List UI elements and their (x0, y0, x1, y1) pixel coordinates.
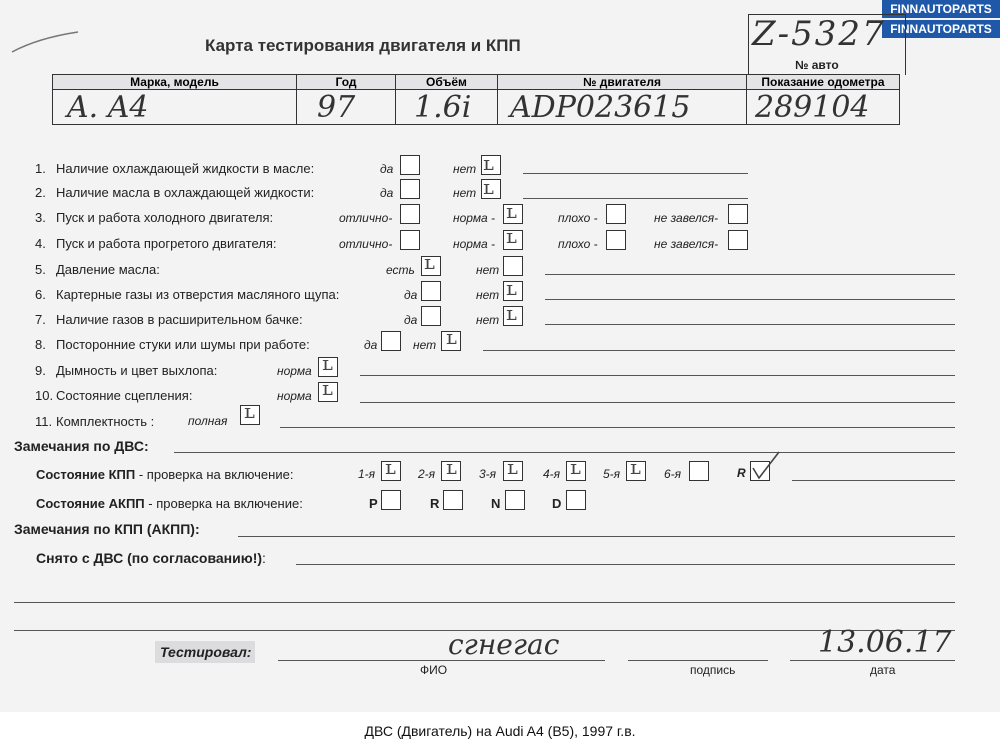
checkbox-item4-bad[interactable] (606, 230, 626, 250)
akpp-label (36, 496, 303, 511)
handwritten-check-icon: ʟ (322, 376, 333, 400)
auto-number-handwritten: Z-5327 (752, 14, 886, 54)
handwritten-check-icon: ʟ (483, 175, 494, 199)
akpp-mode-label: R (430, 496, 440, 511)
image-caption: ДВС (Двигатель) на Audi A4 (B5), 1997 г.в. (0, 712, 1000, 750)
extra-notes-line-1 (14, 602, 955, 603)
gear-label: 4-я (543, 467, 561, 481)
kpp-label-bold: Состояние КПП (36, 467, 136, 482)
fio-handwritten: сгнегас (448, 628, 560, 661)
item-number: 3. (35, 210, 46, 225)
item-number: 5. (35, 262, 46, 277)
option-label: плохо - (558, 237, 598, 251)
item-number: 10. (35, 388, 54, 403)
remarks-gearbox-heading: Замечания по КПП (АКПП): (14, 521, 200, 537)
fio-line (278, 660, 605, 661)
removed-label-rest: : (262, 550, 266, 566)
removed-label (36, 550, 266, 566)
handwritten-check-icon: ʟ (424, 250, 435, 274)
item-label: Давление масла: (56, 262, 160, 277)
engine-number-handwritten: ADP023615 (510, 90, 691, 125)
option-label: да (364, 338, 378, 352)
option-label: отлично- (339, 211, 393, 225)
notes-line (280, 427, 955, 428)
handwritten-check-icon: ʟ (446, 455, 457, 479)
option-label: да (404, 288, 418, 302)
notes-line (545, 299, 955, 300)
gear-label: 5-я (603, 467, 621, 481)
cell-engine-number (498, 90, 747, 125)
checkbox-item4-excellent[interactable] (400, 230, 420, 250)
checkbox-akpp-d[interactable] (566, 490, 586, 510)
option-label: да (404, 313, 418, 327)
handwritten-check-icon: ʟ (507, 455, 518, 479)
option-label: нет (453, 186, 477, 200)
item-label: Пуск и работа холодного двигателя: (56, 210, 274, 225)
option-label: отлично- (339, 237, 393, 251)
option-label: норма - (453, 237, 496, 251)
notes-line (483, 350, 955, 351)
item-label: Наличие охлаждающей жидкости в масле: (56, 161, 315, 176)
item-label: Наличие газов в расширительном бачке: (56, 312, 303, 327)
option-label: нет (413, 338, 437, 352)
gear-label: 6-я (664, 467, 682, 481)
item-label: Пуск и работа прогретого двигателя: (56, 236, 277, 251)
notes-line (523, 173, 748, 174)
item-number: 6. (35, 287, 46, 302)
option-label: не завелся- (654, 211, 719, 225)
item-number: 9. (35, 363, 46, 378)
option-label: нет (453, 162, 477, 176)
handwritten-check-icon: ʟ (385, 455, 396, 479)
removed-label-bold: Снято с ДВС (по согласованию!) (36, 550, 263, 566)
option-label: норма - (453, 211, 496, 225)
notes-line (545, 274, 955, 275)
akpp-mode-label: N (491, 496, 501, 511)
akpp-mode-label: D (552, 496, 562, 511)
checkbox-akpp-p[interactable] (381, 490, 401, 510)
brand-badge-bottom[interactable]: FINNAUTOPARTS (882, 20, 1000, 38)
notes-line (523, 198, 748, 199)
handwritten-check-icon: ʟ (570, 455, 581, 479)
checkbox-item3-bad[interactable] (606, 204, 626, 224)
cell-volume (396, 90, 498, 125)
akpp-mode-label: P (369, 496, 378, 511)
remarks-gearbox-line (238, 536, 955, 537)
checkbox-gear-6[interactable] (689, 461, 709, 481)
checkbox-akpp-n[interactable] (505, 490, 525, 510)
cell-odometer (747, 90, 900, 125)
handwritten-check-icon: ʟ (446, 325, 457, 349)
item-number: 8. (35, 337, 46, 352)
akpp-label-bold: Состояние АКПП (36, 496, 145, 511)
option-label: да (380, 186, 394, 200)
removed-line (296, 564, 955, 565)
odometer-handwritten: 289104 (755, 90, 870, 125)
cell-make (53, 90, 297, 125)
item-label: Картерные газы из отверстия масляного щупа: (56, 287, 340, 302)
item-number: 11. (35, 414, 53, 429)
option-label: норма (277, 364, 312, 378)
handwritten-check-icon: ʟ (244, 399, 255, 423)
handwritten-check-icon (745, 448, 785, 488)
tested-by-label: Тестировал: (160, 644, 252, 660)
option-label: есть (386, 263, 415, 277)
signature-line (628, 660, 768, 661)
item-label: Наличие масла в охлаждающей жидкости: (56, 185, 315, 200)
kpp-label-rest: - проверка на включение: (135, 467, 294, 482)
volume-handwritten: 1.6i (414, 90, 472, 125)
handwritten-check-icon: ʟ (506, 224, 517, 248)
handwritten-check-icon: ʟ (483, 151, 494, 175)
checkbox-item3-no-start[interactable] (728, 204, 748, 224)
date-label: дата (870, 663, 896, 677)
item-label: Комплектность : (56, 414, 155, 429)
gear-label: 2-я (418, 467, 436, 481)
col-header-volume: Объём (396, 75, 498, 90)
fio-label: ФИО (420, 663, 448, 677)
option-label: нет (476, 313, 500, 327)
gear-label: 3-я (479, 467, 497, 481)
handwritten-check-icon: ʟ (630, 455, 641, 479)
item-label: Состояние сцепления: (56, 388, 193, 403)
brand-badge-top[interactable]: FINNAUTOPARTS (882, 0, 1000, 18)
gear-label: R (737, 466, 746, 480)
item-number: 4. (35, 236, 46, 251)
item-number: 1. (35, 161, 46, 176)
make-handwritten: A. A4 (67, 90, 149, 125)
checkbox-item7-yes[interactable] (421, 306, 441, 326)
col-header-engine-number: № двигателя (498, 75, 747, 90)
notes-line (545, 324, 955, 325)
handwritten-check-icon: ʟ (322, 351, 333, 375)
pen-mark-icon (8, 28, 88, 58)
checkbox-item1-yes[interactable] (400, 155, 420, 175)
handwritten-check-icon: ʟ (506, 276, 517, 300)
kpp-label (36, 467, 293, 482)
akpp-label-rest: - проверка на включение: (144, 496, 303, 511)
remarks-engine-heading: Замечания по ДВС: (14, 438, 149, 454)
option-label: да (380, 162, 394, 176)
option-label: полная (188, 414, 228, 428)
checkbox-item4-no-start[interactable] (728, 230, 748, 250)
item-label: Дымность и цвет выхлопа: (56, 363, 218, 378)
form-title: Карта тестирования двигателя и КПП (205, 36, 521, 55)
option-label: норма (277, 389, 312, 403)
checkbox-item6-yes[interactable] (421, 281, 441, 301)
checkbox-item2-yes[interactable] (400, 179, 420, 199)
item-number: 2. (35, 185, 46, 200)
option-label: нет (476, 263, 500, 277)
notes-line (360, 402, 955, 403)
auto-number-label: № авто (795, 58, 839, 72)
year-handwritten: 97 (317, 90, 356, 125)
handwritten-check-icon: ʟ (506, 301, 517, 325)
option-label: нет (476, 288, 500, 302)
signature-label: подпись (690, 663, 736, 677)
option-label: плохо - (558, 211, 598, 225)
handwritten-check-icon: ʟ (506, 199, 517, 223)
item-label: Посторонние стуки или шумы при работе: (56, 337, 310, 352)
col-header-year: Год (297, 75, 396, 90)
item-number: 7. (35, 312, 46, 327)
vehicle-info-table (52, 74, 900, 125)
date-line (790, 660, 955, 661)
checkbox-item8-yes[interactable] (381, 331, 401, 351)
checkbox-item3-excellent[interactable] (400, 204, 420, 224)
option-label: не завелся- (654, 237, 719, 251)
gear-label: 1-я (358, 467, 376, 481)
checkbox-item5-no[interactable] (503, 256, 523, 276)
checkbox-akpp-r[interactable] (443, 490, 463, 510)
col-header-make: Марка, модель (53, 75, 297, 90)
date-handwritten: 13.06.17 (818, 625, 952, 660)
remarks-engine-line (174, 452, 955, 453)
notes-line (792, 480, 955, 481)
notes-line (360, 375, 955, 376)
cell-year (297, 90, 396, 125)
col-header-odometer: Показание одометра (747, 75, 900, 90)
